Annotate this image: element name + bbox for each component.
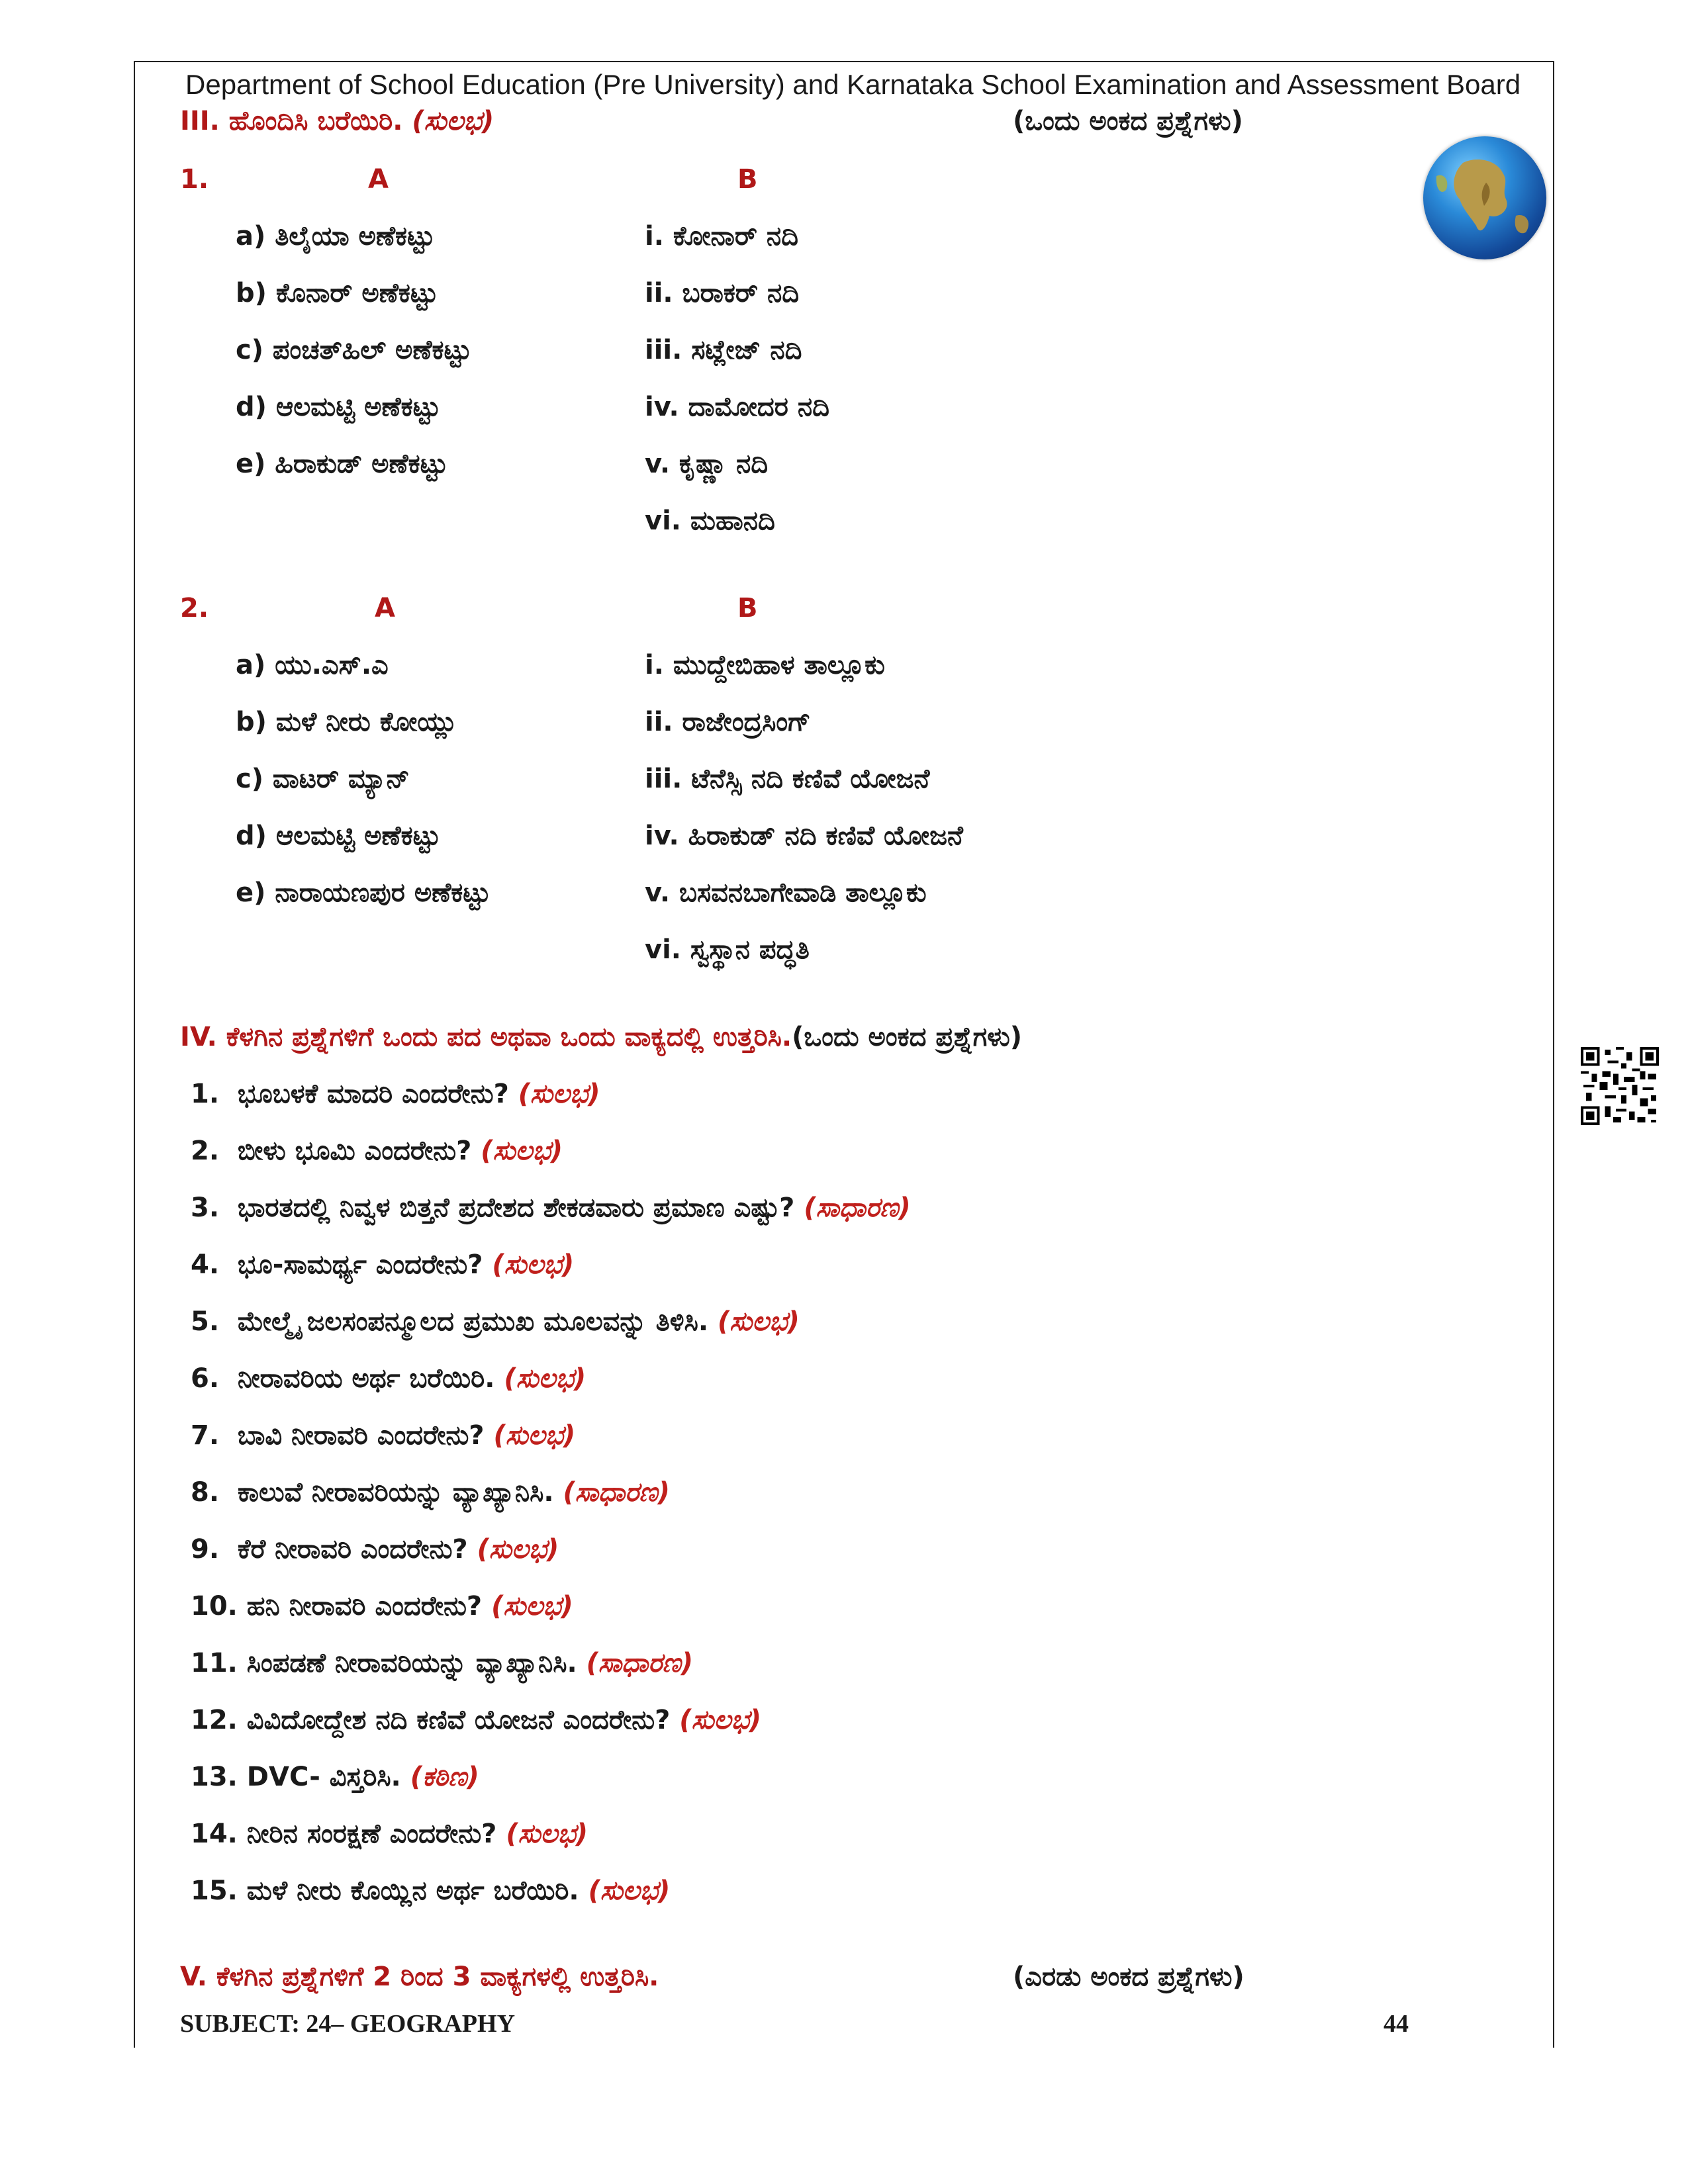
question-text: ನೀರಾವರಿಯ ಅರ್ಥ ಬರೆಯಿರಿ. — [237, 1363, 495, 1394]
question-number: 9. — [191, 1534, 220, 1565]
match-1-b-item: ii. ಬರಾಕರ್ ನದಿ — [645, 278, 800, 308]
section-5-marks: (ಎರಡು ಅಂಕದ ಪ್ರಶ್ನೆಗಳು) — [1013, 1962, 1244, 1992]
question-level: (ಸಾಧಾರಣ) — [804, 1193, 911, 1223]
match-1-a-item: d) ಆಲಮಟ್ಟಿ ಅಣೆಕಟ್ಟು — [236, 392, 441, 422]
section-3-level: (ಸುಲಭ) — [412, 106, 494, 136]
footer-subject: SUBJECT: 24– GEOGRAPHY — [180, 2010, 516, 2038]
section-3-marks: (ಒಂದು ಅಂಕದ ಪ್ರಶ್ನೆಗಳು) — [1013, 106, 1243, 136]
question-row — [191, 1534, 559, 1565]
question-text: ಬೀಳು ಭೂಮಿ ಎಂದರೇನು? — [237, 1136, 472, 1166]
question-row — [191, 1136, 563, 1166]
page-number: 44 — [1383, 2010, 1409, 2038]
match-1-a-item: a) ತಿಲೈಯಾ ಅಣೆಕಟ್ಟು — [236, 221, 435, 251]
match-1-a-item: b) ಕೊನಾರ್ ಅಣೆಕಟ್ಟು — [236, 278, 438, 308]
question-level: (ಸುಲಭ) — [481, 1136, 563, 1166]
match-2-b-item: iv. ಹಿರಾಕುಡ್ ನದಿ ಕಣಿವೆ ಯೋಜನೆ — [645, 821, 963, 851]
question-level: (ಸುಲಭ) — [491, 1591, 573, 1621]
question-number: 4. — [191, 1250, 220, 1280]
question-level: (ಸುಲಭ) — [506, 1819, 588, 1849]
question-row — [191, 1876, 670, 1906]
match-2-a-item: d) ಆಲಮಟ್ಟಿ ಅಣೆಕಟ್ಟು — [236, 821, 441, 851]
question-row — [191, 1591, 573, 1621]
question-number: 1. — [191, 1079, 220, 1109]
question-row — [191, 1420, 575, 1451]
match-1-col-b: B — [737, 164, 758, 195]
match-2-b-item: ii. ರಾಜೇಂದ್ರಸಿಂಗ್ — [645, 707, 811, 737]
question-level: (ಸುಲಭ) — [518, 1079, 600, 1109]
question-number: 2. — [191, 1136, 220, 1166]
match-2-a-item: b) ಮಳೆ ನೀರು ಕೋಯ್ಲು — [236, 707, 457, 737]
page-header: Department of School Education (Pre University) and Karnataka School Examination and Assessment Board — [185, 69, 1521, 100]
match-2-b-item: iii. ಟೆನೆಸ್ಸಿ ನದಿ ಕಣಿವೆ ಯೋಜನೆ — [645, 764, 930, 794]
match-1-b-item: iv. ದಾಮೋದರ ನದಿ — [645, 392, 829, 422]
question-level: (ಸುಲಭ) — [679, 1705, 762, 1735]
question-text: ಭೂಬಳಕೆ ಮಾದರಿ ಎಂದರೇನು? — [237, 1079, 509, 1109]
question-number: 8. — [191, 1477, 220, 1508]
match-1-b-item: vi. ಮಹಾನದಿ — [645, 506, 775, 536]
question-row — [191, 1363, 586, 1394]
question-text: ವಿವಿದೋದ್ದೇಶ ನದಿ ಕಣಿವೆ ಯೋಜನೆ ಎಂದರೇನು? — [246, 1705, 671, 1735]
match-2-a-item: c) ವಾಟರ್ ಮ್ಯಾನ್ — [236, 764, 410, 794]
question-row — [191, 1705, 761, 1735]
question-level: (ಕಠಿಣ) — [410, 1762, 479, 1792]
question-level: (ಸುಲಭ) — [492, 1250, 575, 1280]
match-1-number: 1. — [180, 164, 209, 195]
match-2-a-item: a) ಯು.ಎಸ್.ಎ — [236, 650, 389, 680]
question-text: ನೀರಿನ ಸಂರಕ್ಷಣೆ ಎಂದರೇನು? — [246, 1819, 497, 1849]
question-text: ಭೂ-ಸಾಮರ್ಥ್ಯ ಎಂದರೇನು? — [237, 1250, 483, 1280]
question-number: 15. — [191, 1876, 238, 1906]
match-1-a-item: e) ಹಿರಾಕುಡ್ ಅಣೆಕಟ್ಟು — [236, 449, 448, 479]
question-text: ಕಾಲುವೆ ನೀರಾವರಿಯನ್ನು ವ್ಯಾಖ್ಯಾನಿಸಿ. — [237, 1477, 554, 1508]
question-text: ಮೇಲ್ಮೈ ಜಲಸಂಪನ್ಮೂಲದ ಪ್ರಮುಖ ಮೂಲವನ್ನು ತಿಳಿಸಿ. — [237, 1306, 709, 1337]
globe-icon — [1423, 136, 1546, 259]
question-text: ಸಿಂಪಡಣೆ ನೀರಾವರಿಯನ್ನು ವ್ಯಾಖ್ಯಾನಿಸಿ. — [246, 1648, 577, 1678]
question-row — [191, 1762, 479, 1792]
section-3-title: III. ಹೊಂದಿಸಿ ಬರೆಯಿರಿ. — [180, 106, 403, 136]
match-2-b-item: vi. ಸ್ವಸ್ಥಾನ ಪದ್ಧತಿ — [645, 934, 810, 965]
question-number: 10. — [191, 1591, 238, 1621]
question-row — [191, 1306, 800, 1337]
question-level: (ಸುಲಭ) — [717, 1306, 800, 1337]
question-number: 7. — [191, 1420, 220, 1451]
question-row — [191, 1648, 693, 1678]
qr-code-icon — [1581, 1047, 1659, 1125]
question-number: 12. — [191, 1705, 238, 1735]
question-level: (ಸುಲಭ) — [588, 1876, 671, 1906]
section-4-marks: (ಒಂದು ಅಂಕದ ಪ್ರಶ್ನೆಗಳು) — [792, 1022, 1023, 1052]
question-level: (ಸುಲಭ) — [477, 1534, 559, 1565]
section-3-heading — [180, 106, 494, 136]
question-level: (ಸುಲಭ) — [504, 1363, 586, 1394]
question-text: DVC- ವಿಸ್ತರಿಸಿ. — [246, 1762, 401, 1792]
section-4-title: IV. ಕೆಳಗಿನ ಪ್ರಶ್ನೆಗಳಿಗೆ ಒಂದು ಪದ ಅಥವಾ ಒಂದು ವಾಕ್ಯದಲ್ಲಿ ಉತ್ತರಿಸಿ. — [180, 1022, 792, 1052]
match-1-b-item: v. ಕೃಷ್ಣಾ ನದಿ — [645, 449, 769, 479]
match-1-b-item: i. ಕೋನಾರ್ ನದಿ — [645, 221, 798, 251]
question-row — [191, 1250, 574, 1280]
match-2-b-item: i. ಮುದ್ದೇಬಿಹಾಳ ತಾಲ್ಲೂಕು — [645, 650, 885, 680]
section-4-heading — [180, 1022, 1022, 1052]
match-2-a-item: e) ನಾರಾಯಣಪುರ ಅಣೆಕಟ್ಟು — [236, 878, 491, 908]
question-text: ಬಾವಿ ನೀರಾವರಿ ಎಂದರೇನು? — [237, 1420, 485, 1451]
match-1-a-item: c) ಪಂಚತ್‌ಹಿಲ್ ಅಣೆಕಟ್ಟು — [236, 335, 472, 365]
match-2-col-b: B — [737, 593, 758, 623]
question-text: ಮಳೆ ನೀರು ಕೊಯ್ಲಿನ ಅರ್ಥ ಬರೆಯಿರಿ. — [246, 1876, 579, 1906]
question-number: 5. — [191, 1306, 220, 1337]
question-row — [191, 1193, 911, 1223]
question-number: 3. — [191, 1193, 220, 1223]
match-1-b-item: iii. ಸಟ್ಲೇಜ್ ನದಿ — [645, 335, 802, 365]
question-number: 14. — [191, 1819, 238, 1849]
match-2-b-item: v. ಬಸವನಬಾಗೇವಾಡಿ ತಾಲ್ಲೂಕು — [645, 878, 927, 908]
question-level: (ಸಾಧಾರಣ) — [586, 1648, 693, 1678]
question-row — [191, 1819, 588, 1849]
match-1-col-a: A — [368, 164, 389, 195]
question-level: (ಸುಲಭ) — [493, 1420, 576, 1451]
question-text: ಹನಿ ನೀರಾವರಿ ಎಂದರೇನು? — [246, 1591, 483, 1621]
question-number: 13. — [191, 1762, 238, 1792]
match-2-number: 2. — [180, 593, 209, 623]
question-row — [191, 1079, 600, 1109]
question-number: 6. — [191, 1363, 220, 1394]
section-5-title: V. ಕೆಳಗಿನ ಪ್ರಶ್ನೆಗಳಿಗೆ 2 ರಿಂದ 3 ವಾಕ್ಯಗಳಲ್ಲಿ ಉತ್ತರಿಸಿ. — [180, 1962, 659, 1992]
question-level: (ಸಾಧಾರಣ) — [563, 1477, 670, 1508]
question-text: ಭಾರತದಲ್ಲಿ ನಿವ್ವಳ ಬಿತ್ತನೆ ಪ್ರದೇಶದ ಶೇಕಡವಾರು ಪ್ರಮಾಣ ಎಷ್ಟು? — [237, 1193, 795, 1223]
question-number: 11. — [191, 1648, 238, 1678]
question-row — [191, 1477, 670, 1508]
match-2-col-a: A — [375, 593, 395, 623]
question-text: ಕೆರೆ ನೀರಾವರಿ ಎಂದರೇನು? — [237, 1534, 468, 1565]
